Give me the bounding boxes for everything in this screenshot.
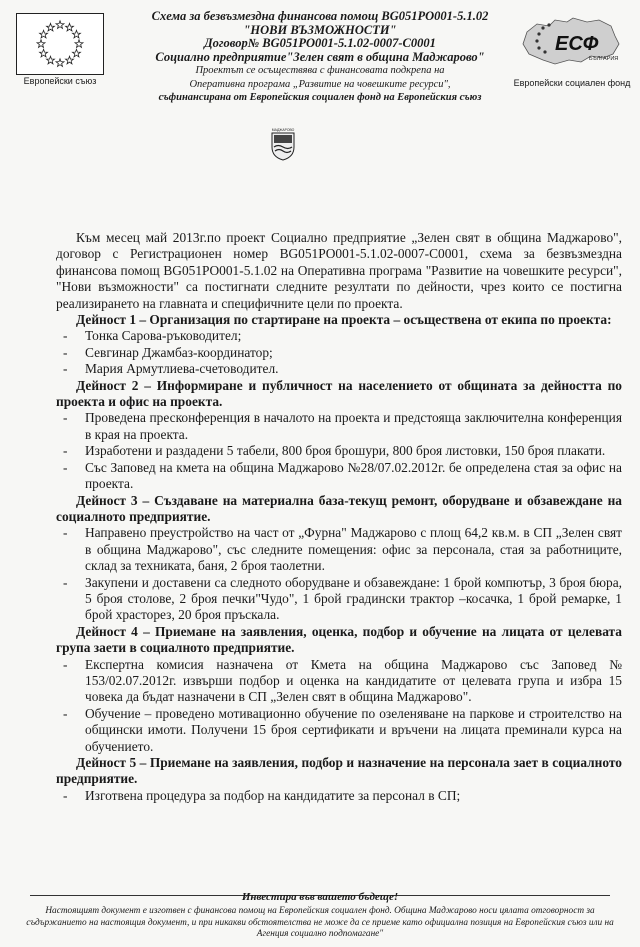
activity-1 [56, 312, 622, 378]
document-body [56, 230, 622, 804]
eu-star-icon [72, 30, 80, 38]
contract-number: Договор№ BG051PO001-5.1.02-0007-C0001 [204, 36, 436, 50]
eu-star-icon [56, 21, 64, 29]
esf-label: Европейски социален фонд [513, 78, 631, 88]
header-line-3: съфинансирана от Европейския социален фонд на Европейския съюз [158, 92, 482, 103]
eu-star-icon [37, 40, 45, 48]
list-item: - Експертна комисия назначена от Кмета на община Маджарово със Заповед № 153/02.07.2012г. извърши подбор и оценка на кандидатите от целевата група и избра 15 човека да бъдат назначени в СП „Зелен свят в община Маджарово". [63, 656, 622, 705]
eu-star-icon [47, 56, 55, 64]
esf-country-text: БЪЛГАРИЯ [589, 56, 619, 62]
list-item: - Изработени и раздадени 5 табели, 800 броя брошури, 800 броя листовки, 150 броя плакати. [63, 443, 606, 459]
list-item: - Обучение – проведено мотивационно обучение по озеленяване на паркове и строителство на общински имоти. Получени 15 броя сертификати и връчени на лицата преминали курса на обучението. [63, 705, 622, 754]
activity-2 [56, 378, 622, 493]
list-item: - Закупени и доставени са следното оборудване и обзавеждане: 1 брой компютър, 3 броя бюра, 5 броя столове, 2 броя печки"Чудо", 1 брой градински трактор –косачка, 1 брой ремарке, 1 брой храсторез, 20 броя пръскала. [63, 574, 622, 623]
esf-logo-text: ЕСФ [555, 33, 599, 55]
program-title: "НОВИ ВЪЗМОЖНОСТИ" [243, 22, 397, 37]
activity-title: Дейност 2 – Информиране и публичност на населението от общината за дейността по проекта и офис на проекта. [56, 377, 622, 410]
list-item: - Направено преустройство на част от „Фурна" Маджарово с площ 64,2 кв.м. в СП „Зелен свят в община Маджарово", със следните помещения: офис за персонала, стая за работниците, склад за техниката, баня, 2 броя таолетни. [63, 525, 622, 574]
eu-star-icon [75, 40, 83, 48]
esf-logo [515, 14, 627, 76]
eu-star-icon [40, 49, 48, 57]
activity-title: Дейност 4 – Приемане на заявления, оценка, подбор и обучение на лицата от целевата група заети в социалното предприятие. [56, 623, 622, 656]
header-block [110, 10, 530, 105]
eu-label: Европейски съюз [23, 76, 97, 86]
eu-star-icon [66, 23, 74, 31]
activity-title: Дейност 5 – Приемане на заявления, подбор и назначение на персонала зает в социалното предприятие. [56, 755, 622, 787]
enterprise-name: Социално предприятие"Зелен свят в община Маджарово" [155, 49, 485, 64]
activity-4 [56, 624, 622, 755]
activity-5 [56, 755, 622, 804]
list-item: - Проведена пресконференция в началото на проекта и предстояща заключителна конференция в края на проекта. [63, 410, 622, 442]
eu-star-icon [40, 30, 48, 38]
eu-star-icon [56, 59, 64, 67]
eu-star-icon [72, 49, 80, 57]
activity-title: Дейност 3 – Създаване на материална база-текущ ремонт, оборудване и обзавеждане на социалното предприятие. [56, 492, 622, 524]
footer-slogan: Инвестира във вашето бъдеще! [241, 891, 399, 903]
eu-star-icon [47, 23, 55, 31]
footer-disclaimer: Настоящият документ е изготвен с финансова помощ на Европейския социален фонд. Община Маджарово носи цялата отговорност за съдържанието на настоящия документ, и при никакви обстоятелства не може да се приеме като официална позиция на Европейския съюз или на Агенция социално подпомагане" [26, 906, 614, 939]
crest-label: МАДЖАРОВО [271, 128, 295, 132]
header-line-1: Проектът се осъществява с финансовата подкрепа на [195, 65, 445, 76]
header-line-2: Оперативна програма „Развитие на човешките ресурси", [189, 78, 451, 90]
activity-title: Дейност 1 – Организация по стартиране на проекта – осъществена от екипа по проекта: [76, 312, 612, 328]
list-item: - Мария Армутлиева-счетоводител. [63, 361, 279, 377]
list-item: - Изготвена процедура за подбор на кандидатите за персонал в СП; [63, 787, 461, 803]
eu-star-icon [66, 56, 74, 64]
municipality-crest-logo [270, 127, 296, 161]
eu-flag-logo [16, 13, 104, 75]
activity-3 [56, 493, 622, 624]
list-item: - Тонка Сарова-ръководител; [63, 328, 242, 344]
list-item: - Севгинар Джамбаз-координатор; [63, 344, 273, 360]
list-item: - Със Заповед на кмета на община Маджарово №28/07.02.2012г. бе определена стая за офис на проекта. [63, 459, 622, 492]
scheme-title: Схема за безвъзмездна финансова помощ BG051PO001-5.1.02 [151, 9, 489, 23]
intro-paragraph: Към месец май 2013г.по проект Социално предприятие „Зелен свят в община Маджарово", договор с Регистрационен номер BG051PO001-5.1.02-0007-C0001, схема за безвъзмездна финансова помощ BG051PO001-5.1.02 на Оперативна програма "Развитие на човешките ресурси", "Нови възможности" са постигнати следните резултати по дейности, чрез които се постигна реализирането на главната и специфичните цели по проекта. [56, 230, 622, 311]
